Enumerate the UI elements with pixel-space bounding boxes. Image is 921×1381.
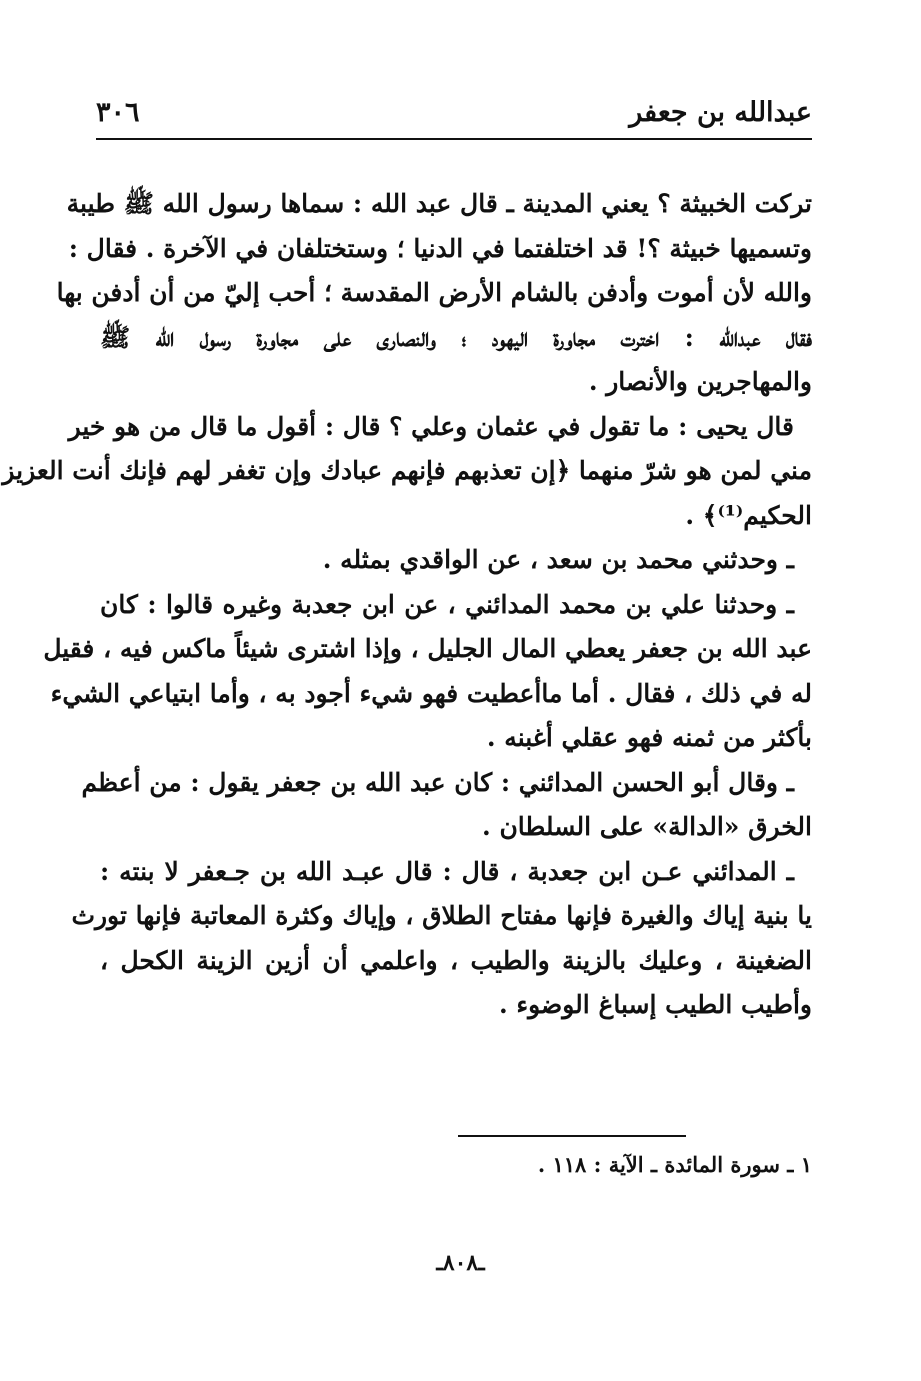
running-header xyxy=(96,82,812,134)
text-line: الخرق «الدالة» على السلطان . xyxy=(482,812,812,841)
header-rule xyxy=(96,138,812,140)
header-page-number: ٣٠٦ xyxy=(96,97,140,128)
text-line: والله لأن أموت وأدفن بالشام الأرض المقدسة ؛ أحب إليّ من أن أدفن بها xyxy=(56,278,812,307)
text-line: عبد الله بن جعفر يعطي المال الجليل ، وإذا اشترى شيئاً ماكس فيه ، فقيل xyxy=(43,634,812,663)
text-line: وتسميها خبيثة ؟! قد اختلفتما في الدنيا ؛ وستختلفان في الآخرة . فقال : xyxy=(68,233,812,263)
text-line: تركت الخبيثة ؟ يعني المدينة ـ قال عبد الله : سماها رسول الله ﷺ طيبة xyxy=(66,189,812,218)
running-title: عبدالله بن جعفر xyxy=(629,97,812,128)
text-line: وأطيب الطيب إسباغ الوضوء . xyxy=(498,990,812,1019)
text-line: بأكثر من ثمنه فهو عقلي أغبنه . xyxy=(486,723,812,752)
page-folio: ـ٨٠٨ـ xyxy=(436,1250,485,1276)
footnote-rule xyxy=(458,1135,686,1137)
text-line: الحكيم⁽¹⁾﴾ . xyxy=(685,500,812,530)
text-line: والمهاجرين والأنصار . xyxy=(588,367,812,396)
text-line: ـ المدائني عـن ابن جعدبة ، قال : قال عبـد الله بن جـعفر لا بنته : xyxy=(100,856,794,886)
text-line: قال يحيى : ما تقول في عثمان وعلي ؟ قال : أقول ما قال من هو خير xyxy=(68,411,794,441)
text-line: فقال عبدالله : اخترت مجاورة اليهود ؛ والنصارى على مجاورة رسول الله ﷺ xyxy=(100,322,812,352)
text-line: ـ وحدثنا علي بن محمد المدائني ، عن ابن جعدبة وغيره قالوا : كان xyxy=(100,589,794,619)
body-text xyxy=(2,182,812,1028)
footnote: ١ ـ سورة المائدة ـ الآية : ١١٨ . xyxy=(537,1152,812,1177)
text-line: ـ وقال أبو الحسن المدائني : كان عبد الله بن جعفر يقول : من أعظم xyxy=(81,767,794,797)
text-line: له في ذلك ، فقال . أما ماأعطيت فهو شيء أجود به ، وأما ابتياعي الشيء xyxy=(50,678,812,708)
text-line: مني لمن هو شرّ منهما ﴿إن تعذبهم فإنهم عبادك وإن تغفر لهم فإنك أنت العزيز xyxy=(2,456,812,485)
text-line: ـ وحدثني محمد بن سعد ، عن الواقدي بمثله . xyxy=(322,545,794,574)
text-line: يا بنية إياك والغيرة فإنها مفتاح الطلاق ، وإياك وكثرة المعاتبة فإنها تورث xyxy=(71,901,812,930)
text-line: الضغينة ، وعليك بالزينة والطيب ، واعلمي أن أزين الزينة الكحل ، xyxy=(100,945,812,975)
